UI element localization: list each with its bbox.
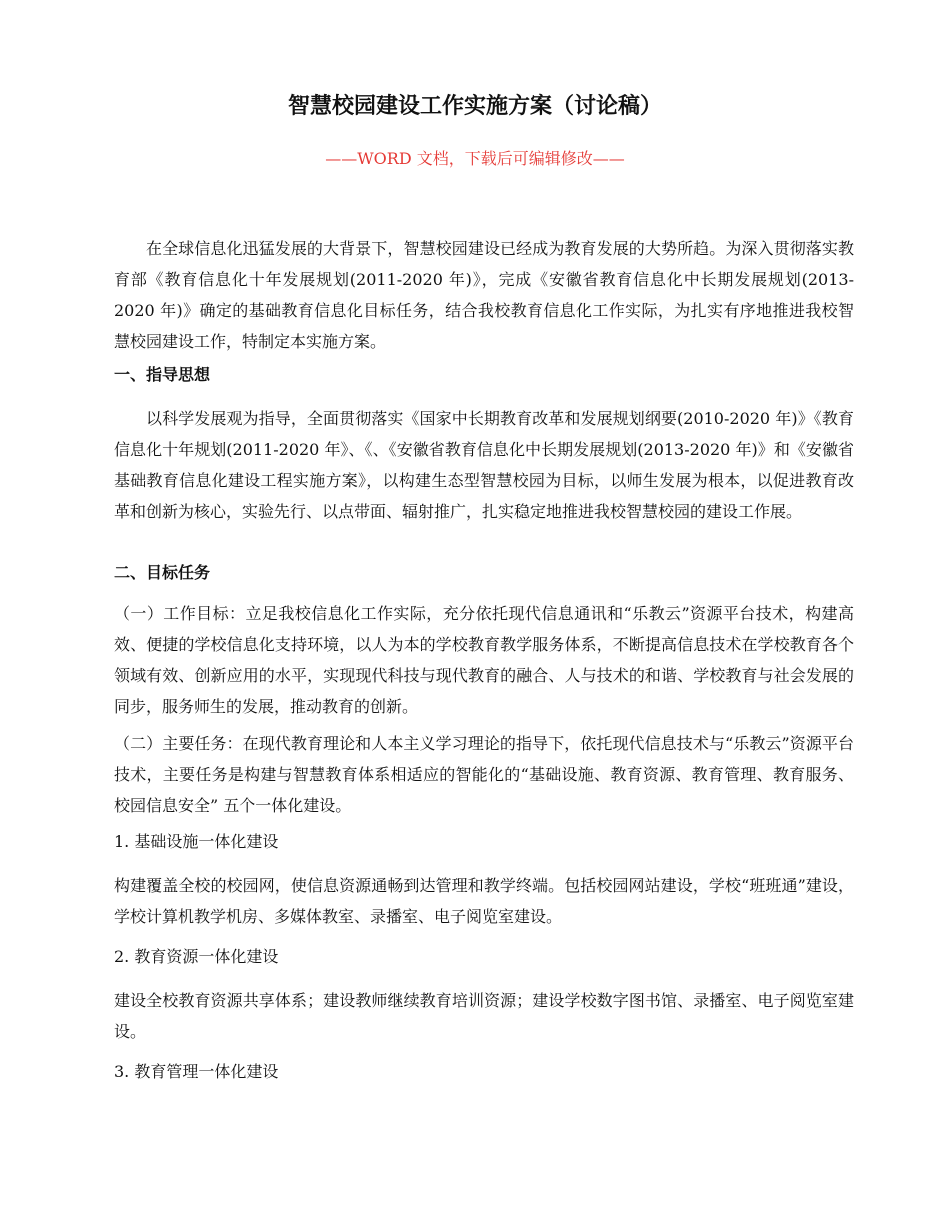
task-paragraph: （二）主要任务：在现代教育理论和人本主义学习理论的指导下，依托现代信息技术与“乐教云”资源平台技术，主要任务是构建与智慧教育体系相适应的智能化的“基础设施、教育资源、教育管理、教育服务、校园信息安全” 五个一体化建设。 [114, 734, 854, 815]
item3-heading: 3. 教育管理一体化建设 [114, 1062, 279, 1081]
section1-heading: 一、指导思想 [114, 365, 211, 384]
item1-paragraph: 构建覆盖全校的校园网，使信息资源通畅到达管理和教学终端。包括校园网站建设，学校“班班通”建设，学校计算机教学机房、多媒体教室、录播室、电子阅览室建设。 [114, 876, 854, 926]
document-subtitle: ——WORD 文档，下载后可编辑修改—— [325, 149, 625, 168]
intro-paragraph: 在全球信息化迅猛发展的大背景下，智慧校园建设已经成为教育发展的大势所趋。为深入贯彻落实教育部《教育信息化十年发展规划(2011-2020 年)》，完成《安徽省教育信息化中长期发展规划(2013-2020 年)》确定的基础教育信息化目标任务，结合我校教育信息化工作实际，为扎实有序地推进我校智慧校园建设工作，特制定本实施方案。 [114, 239, 854, 351]
section1-paragraph: 以科学发展观为指导，全面贯彻落实《国家中长期教育改革和发展规划纲要(2010-2020 年)》《教育信息化十年规划(2011-2020 年》、《、《安徽省教育信息化中长期发展规划(2013-2020 年)》和《安徽省基础教育信息化建设工程实施方案》，以构建生态型智慧校园为目标，以师生发展为根本，以促进教育改革和创新为核心，实验先行、以点带面、辐射推广，扎实稳定地推进我校智慧校园的建设工作展。 [114, 409, 854, 521]
item1-heading: 1. 基础设施一体化建设 [114, 832, 279, 851]
goal-paragraph: （一）工作目标：立足我校信息化工作实际，充分依托现代信息通讯和“乐教云”资源平台技术，构建高效、便捷的学校信息化支持环境，以人为本的学校教育教学服务体系，不断提高信息技术在学校教育各个领域有效、创新应用的水平，实现现代科技与现代教育的融合、人与技术的和谐、学校教育与社会发展的同步，服务师生的发展，推动教育的创新。 [114, 604, 854, 716]
item2-paragraph: 建设全校教育资源共享体系；建设教师继续教育培训资源；建设学校数字图书馆、录播室、电子阅览室建设。 [114, 991, 854, 1041]
document-title: 智慧校园建设工作实施方案（讨论稿） [287, 94, 662, 119]
section2-heading: 二、目标任务 [114, 563, 211, 582]
item2-heading: 2. 教育资源一体化建设 [114, 947, 279, 966]
